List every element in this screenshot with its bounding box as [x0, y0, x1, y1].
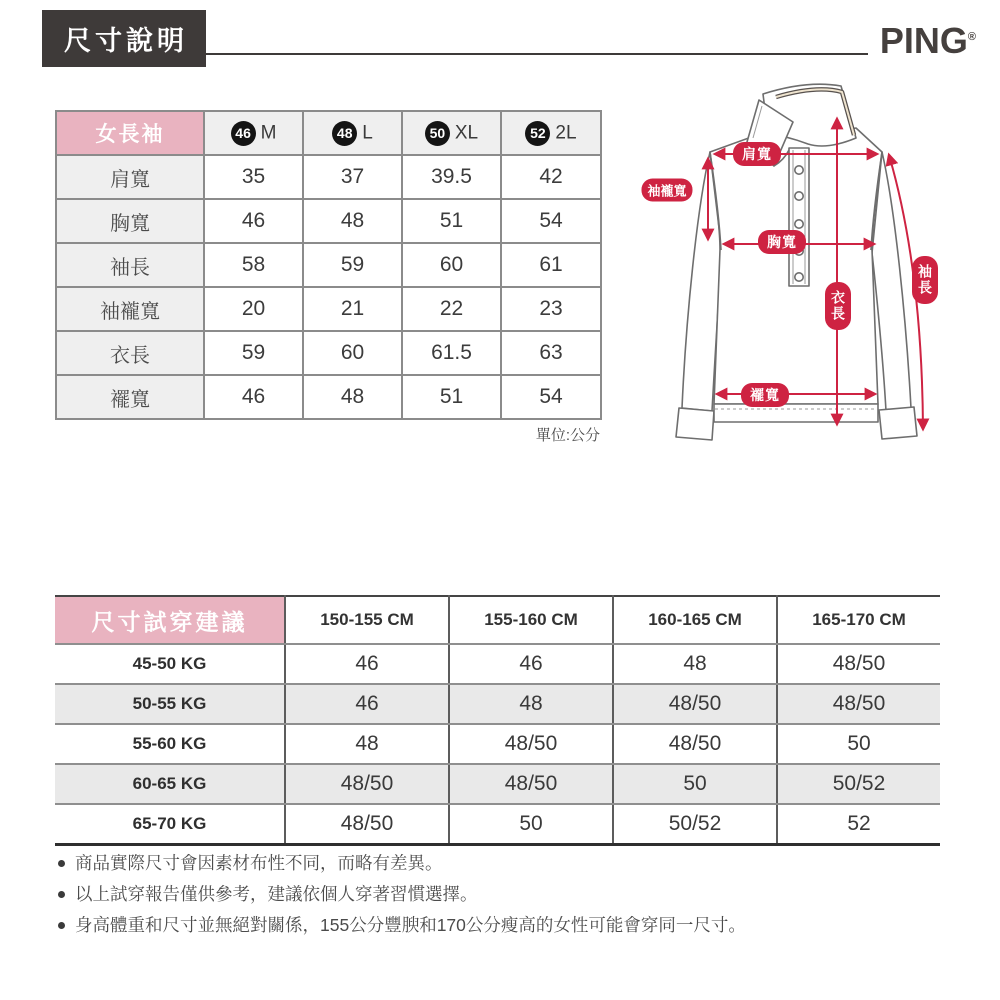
measure-label: 袖襱寬 [56, 287, 204, 331]
fit-size-value: 48/50 [613, 684, 777, 724]
shirt-drawing [622, 78, 1000, 470]
measure-value: 46 [204, 199, 303, 243]
fit-suggestion-table [55, 595, 940, 846]
size-letter: M [260, 122, 277, 143]
table-row [56, 243, 601, 287]
size-header-cell [204, 111, 303, 155]
size-header-cell [402, 111, 501, 155]
size-header-cell [501, 111, 601, 155]
note-item [58, 853, 958, 874]
bullet-icon [58, 891, 65, 898]
measure-value: 51 [402, 199, 501, 243]
measure-value: 35 [204, 155, 303, 199]
table-row [56, 111, 601, 155]
page-title: 尺寸說明 [42, 10, 206, 67]
fit-size-value: 48 [285, 724, 449, 764]
measure-value: 48 [303, 375, 402, 419]
table-row [56, 199, 601, 243]
fit-size-value: 50 [449, 804, 613, 844]
measure-value: 51 [402, 375, 501, 419]
fit-size-value: 48/50 [777, 684, 940, 724]
size-number-badge: 48 [332, 121, 357, 146]
note-text: 以上試穿報告僅供參考，建議依個人穿著習慣選擇。 [75, 884, 478, 904]
measure-value: 21 [303, 287, 402, 331]
hem-width-label: 襬寬 [741, 383, 789, 407]
shoulder-width-label: 肩寬 [733, 142, 781, 166]
chest-width-label: 胸寬 [758, 230, 806, 254]
footnotes [58, 853, 958, 946]
table-row [55, 684, 940, 724]
registered-mark: ® [967, 31, 976, 43]
fit-size-value: 48/50 [777, 644, 940, 684]
sleeve-length-label: 袖長 [912, 256, 938, 304]
fit-table-title-cell: 尺寸試穿建議 [55, 596, 285, 644]
note-item [58, 884, 958, 905]
height-range-header: 160-165 CM [613, 596, 777, 644]
brand-logo [880, 20, 976, 62]
weight-range-label: 45-50 KG [55, 644, 285, 684]
fit-size-value: 46 [285, 684, 449, 724]
table-row [56, 287, 601, 331]
size-number-badge: 50 [425, 121, 450, 146]
size-letter: XL [454, 122, 479, 143]
bullet-icon [58, 922, 65, 929]
measure-value: 63 [501, 331, 601, 375]
height-range-header: 155-160 CM [449, 596, 613, 644]
note-item [58, 915, 958, 936]
size-header-cell [303, 111, 402, 155]
fit-size-value: 46 [285, 644, 449, 684]
armhole-width-label: 袖襱寬 [641, 179, 692, 202]
weight-range-label: 50-55 KG [55, 684, 285, 724]
measure-value: 42 [501, 155, 601, 199]
measure-label: 衣長 [56, 331, 204, 375]
weight-range-label: 65-70 KG [55, 804, 285, 844]
measure-label: 袖長 [56, 243, 204, 287]
size-letter: L [362, 122, 373, 143]
garment-diagram [622, 78, 1000, 470]
measure-label: 襬寬 [56, 375, 204, 419]
height-range-header: 165-170 CM [777, 596, 940, 644]
height-range-header: 150-155 CM [285, 596, 449, 644]
size-letter: 2L [555, 122, 577, 143]
brand-text: PING [879, 20, 968, 61]
fit-size-value: 48/50 [285, 804, 449, 844]
table-row [55, 804, 940, 844]
measure-value: 48 [303, 199, 402, 243]
measure-value: 20 [204, 287, 303, 331]
table-row [55, 764, 940, 804]
weight-range-label: 60-65 KG [55, 764, 285, 804]
measure-value: 39.5 [402, 155, 501, 199]
unit-note: 單位:公分 [535, 427, 600, 444]
size-table-title-cell: 女長袖 [56, 111, 204, 155]
measure-value: 61 [501, 243, 601, 287]
measure-value: 61.5 [402, 331, 501, 375]
body-length-label: 衣長 [825, 282, 851, 330]
fit-size-value: 50/52 [613, 804, 777, 844]
measure-value: 60 [303, 331, 402, 375]
table-row [55, 596, 940, 644]
measure-value: 54 [501, 375, 601, 419]
size-measurements-table [55, 110, 602, 420]
fit-size-value: 48 [613, 644, 777, 684]
fit-size-value: 48/50 [285, 764, 449, 804]
table-row [56, 331, 601, 375]
measure-label: 胸寬 [56, 199, 204, 243]
note-text: 商品實際尺寸會因素材布性不同，而略有差異。 [75, 853, 443, 873]
fit-size-value: 52 [777, 804, 940, 844]
fit-size-value: 48/50 [449, 764, 613, 804]
measure-value: 37 [303, 155, 402, 199]
fit-size-value: 50/52 [777, 764, 940, 804]
fit-size-value: 48 [449, 684, 613, 724]
measure-value: 46 [204, 375, 303, 419]
measure-value: 60 [402, 243, 501, 287]
measure-label: 肩寬 [56, 155, 204, 199]
measure-value: 59 [204, 331, 303, 375]
bullet-icon [58, 860, 65, 867]
measure-value: 22 [402, 287, 501, 331]
weight-range-label: 55-60 KG [55, 724, 285, 764]
fit-size-value: 48/50 [449, 724, 613, 764]
fit-size-value: 48/50 [613, 724, 777, 764]
fit-size-value: 50 [613, 764, 777, 804]
measure-value: 23 [501, 287, 601, 331]
fit-size-value: 50 [777, 724, 940, 764]
table-row [55, 724, 940, 764]
note-text: 身高體重和尺寸並無絕對關係，155公分豐腴和170公分瘦高的女性可能會穿同一尺寸。 [75, 915, 746, 935]
measure-value: 58 [204, 243, 303, 287]
size-number-badge: 46 [231, 121, 256, 146]
fit-size-value: 46 [449, 644, 613, 684]
table-row [56, 375, 601, 419]
table-row [56, 155, 601, 199]
measure-value: 54 [501, 199, 601, 243]
size-number-badge: 52 [525, 121, 550, 146]
table-row [55, 644, 940, 684]
measure-value: 59 [303, 243, 402, 287]
